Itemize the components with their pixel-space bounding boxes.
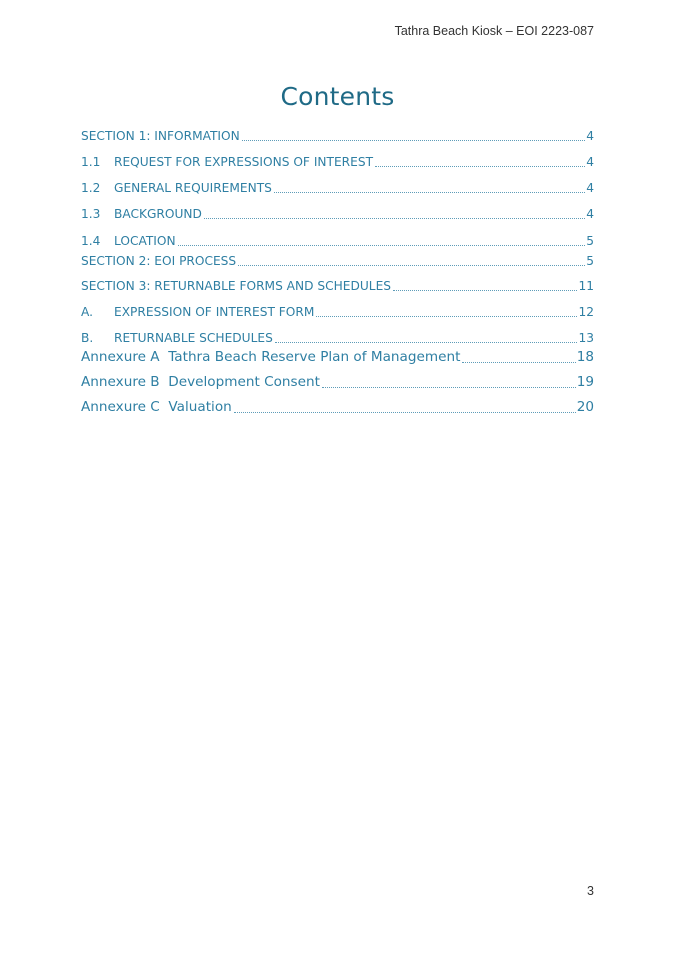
toc-entry-label: Annexure C Valuation xyxy=(81,399,232,415)
dot-leader xyxy=(393,290,577,291)
toc-entry-number: 1.3 xyxy=(81,207,101,221)
dot-leader xyxy=(322,387,576,388)
toc-entry-b[interactable] xyxy=(81,330,594,346)
toc-entry-number: A. xyxy=(81,305,93,319)
toc-entry-label: SECTION 1: INFORMATION xyxy=(81,129,240,143)
toc-entry-section-3[interactable] xyxy=(81,278,594,294)
toc-entry-page: 4 xyxy=(586,155,594,169)
dot-leader xyxy=(275,342,578,343)
toc-entry-section-1[interactable] xyxy=(81,128,594,144)
toc-entry-page: 12 xyxy=(578,305,594,319)
toc-entry-annexure-b[interactable] xyxy=(81,374,594,391)
toc-entry-label: Annexure B Development Consent xyxy=(81,374,320,390)
running-header: Tathra Beach Kiosk – EOI 2223-087 xyxy=(394,24,594,38)
toc-entry-page: 20 xyxy=(576,399,594,415)
toc-entry-page: 5 xyxy=(586,254,594,268)
page-title: Contents xyxy=(280,82,395,111)
toc-entry-label: Annexure A Tathra Beach Reserve Plan of Management xyxy=(81,349,461,365)
toc-entry-number: 1.4 xyxy=(81,234,101,248)
toc-entry-1-4[interactable] xyxy=(81,233,594,249)
toc-entry-page: 4 xyxy=(586,207,594,221)
toc-entry-page: 4 xyxy=(586,129,594,143)
toc-entry-label: SECTION 2: EOI PROCESS xyxy=(81,254,237,268)
dot-leader xyxy=(238,265,585,266)
dot-leader xyxy=(274,192,585,193)
dot-leader xyxy=(204,218,585,219)
toc-entry-section-2[interactable] xyxy=(81,253,594,269)
toc-entry-label: LOCATION xyxy=(114,234,176,248)
toc-entry-page: 4 xyxy=(586,181,594,195)
dot-leader xyxy=(178,245,586,246)
toc-entry-label: EXPRESSION OF INTEREST FORM xyxy=(114,305,315,319)
toc-entry-annexure-a[interactable] xyxy=(81,349,594,366)
toc-entry-page: 18 xyxy=(576,349,594,365)
toc-entry-label: SECTION 3: RETURNABLE FORMS AND SCHEDULES xyxy=(81,279,392,293)
toc-entry-label: RETURNABLE SCHEDULES xyxy=(114,331,273,345)
dot-leader xyxy=(316,316,577,317)
toc-entry-1-3[interactable] xyxy=(81,206,594,222)
toc-entry-number: B. xyxy=(81,331,94,345)
toc-entry-page: 11 xyxy=(578,279,594,293)
toc-entry-number: 1.2 xyxy=(81,181,101,195)
page-number: 3 xyxy=(587,884,594,898)
toc-entry-1-1[interactable] xyxy=(81,154,594,170)
toc-entry-annexure-c[interactable] xyxy=(81,399,594,416)
toc-entry-page: 5 xyxy=(586,234,594,248)
dot-leader xyxy=(375,166,585,167)
toc-entry-label: GENERAL REQUIREMENTS xyxy=(114,181,272,195)
toc-entry-page: 19 xyxy=(576,374,594,390)
dot-leader xyxy=(234,412,576,413)
toc-entry-label: REQUEST FOR EXPRESSIONS OF INTEREST xyxy=(114,155,374,169)
toc-entry-number: 1.1 xyxy=(81,155,101,169)
dot-leader xyxy=(242,140,585,141)
dot-leader xyxy=(462,362,575,363)
toc-entry-page: 13 xyxy=(578,331,594,345)
toc-entry-1-2[interactable] xyxy=(81,180,594,196)
toc-entry-label: BACKGROUND xyxy=(114,207,202,221)
toc-entry-a[interactable] xyxy=(81,304,594,320)
